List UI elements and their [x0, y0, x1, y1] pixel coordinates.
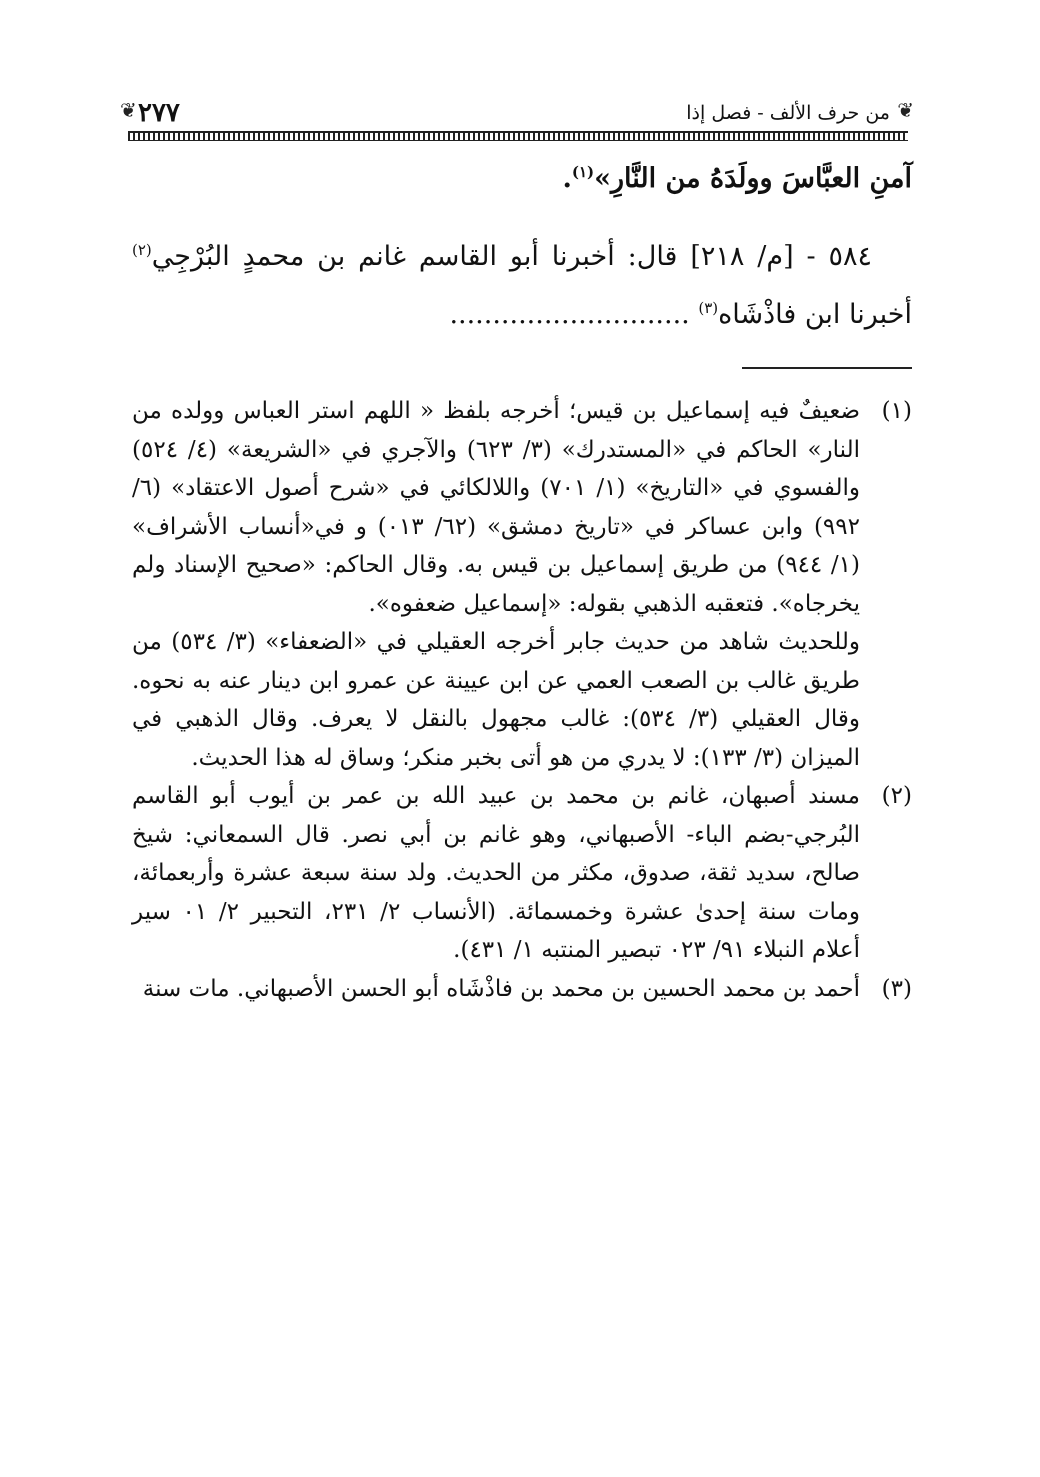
ornament-left-icon: ❦ — [120, 98, 137, 122]
footnote-2-number: (٢) — [881, 783, 912, 809]
hadith-text: ٥٨٤ - [م/ ٢١٨] قال: أخبرنا أبو القاسم غانم بن محمدٍ البُرْجِي — [151, 241, 873, 272]
footnote-1-number: (١) — [881, 398, 912, 424]
footnote-ref-1[interactable]: (١) — [571, 163, 595, 181]
ornament-right-icon: ❦ — [897, 98, 914, 122]
footnote-2 — [132, 777, 912, 970]
main-line-1 — [132, 150, 912, 208]
header-rule — [128, 131, 908, 141]
footnote-2-text: مسند أصبهان، غانم بن محمد بن عبيد الله بن عمر بن أيوب أبو القاسم البُرجي-بضم الباء- الأصبهاني، وهو غانم بن أبي نصر. قال السمعاني: شيخ صالح، سديد ثقة، صدوق، مكثر من الحديث. ولد سنة سبعة عشرة وأربعمائة، ومات سنة إحدىٰ عشرة وخمسمائة. (الأنساب ٢/ ٢٣١، التحبير ٢/ ٠١ سير أعلام النبلاء ٩١/ ٠٢٣ تبصير المنتبه ١/ ٤٣١). — [132, 783, 860, 963]
hadith-text-2: أخبرنا ابن فاذْشَاه — [718, 299, 912, 330]
footnote-1-text: ضعيفٌ فيه إسماعيل بن قيس؛ أخرجه بلفظ « اللهم استر العباس وولده من النار» الحاكم في «المستدرك» (٣/ ٦٢٣) والآجري في «الشريعة» (٤/ ٥٢٤) والفسوي في «التاريخ» (١/ ٧٠١) واللالكائي في «شرح أصول الاعتقاد» (٦/ ٩٩٢) وابن عساكر في «تاريخ دمشق» (٦٢/ ٠١٣) و في«أنساب الأشراف» (١/ ٩٤٤) من طريق إسماعيل بن قيس به. وقال الحاكم: «صحيح الإسناد ولم يخرجاه». فتعقبه الذهبي بقوله: «إسماعيل ضعفوه». — [132, 398, 860, 617]
hadith-dots: ............................ — [449, 299, 699, 330]
footnote-1-continuation: وللحديث شاهد من حديث جابر أخرجه العقيلي في «الضعفاء» (٣/ ٥٣٤) من طريق غالب بن الصعب العمي عن ابن عيينة عن عمرو ابن دينار عنه به نحوه. وقال العقيلي (٣/ ٥٣٤): غالب مجهول بالنقل لا يعرف. وقال الذهبي في الميزان (٣/ ١٣٣): لا يدري من هو أتى بخبر منكر؛ وساق له هذا الحديث. — [132, 629, 861, 771]
footnotes — [132, 392, 912, 1008]
hadith-paragraph — [132, 228, 912, 344]
footnote-ref-2[interactable]: (٢) — [132, 241, 152, 259]
footnote-3-number: (٣) — [881, 975, 912, 1002]
main-line-1-end: . — [562, 163, 572, 194]
running-header — [120, 98, 914, 138]
footnote-separator — [742, 367, 912, 369]
footnote-3 — [132, 970, 912, 1009]
main-line-1-text: آمنِ العبَّاسَ وولَدَهُ من النَّارِ» — [594, 163, 912, 194]
footnote-1 — [132, 392, 912, 777]
footnote-1-body — [132, 392, 860, 777]
page-number: ٢٧٧ — [138, 98, 180, 128]
footnote-ref-3[interactable]: (٣) — [698, 299, 719, 317]
running-title: من حرف الألف - فصل إذا — [686, 102, 890, 124]
main-text — [132, 150, 912, 344]
footnote-3-text: أحمد بن محمد الحسين بن محمد بن فاذْشَاه أبو الحسن الأصبهاني. مات سنة — [142, 975, 860, 1002]
